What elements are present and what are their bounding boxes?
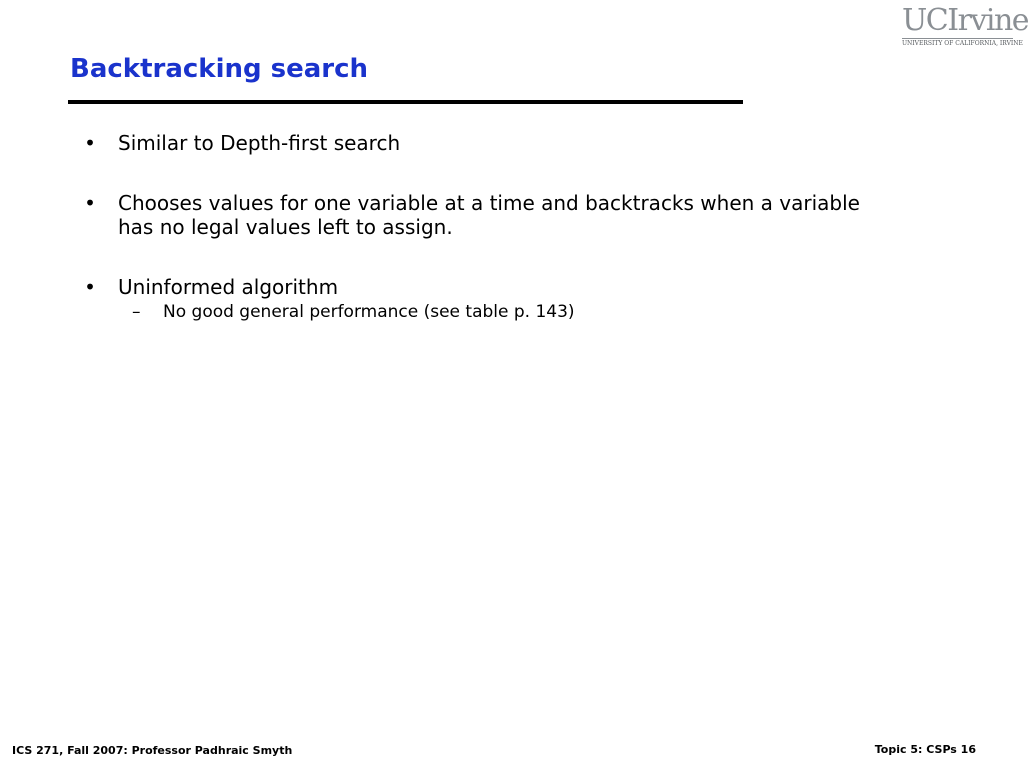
bullet-item <box>80 131 900 155</box>
bullet-marker: • <box>84 275 96 299</box>
logo-subtitle: UNIVERSITY OF CALIFORNIA, IRVINE <box>902 40 1023 47</box>
subbullet-marker: – <box>132 302 141 322</box>
subbullet-text: No good general performance (see table p. 143) <box>163 302 575 322</box>
bullet-text: Uninformed algorithm <box>118 275 339 299</box>
bullet-text: Similar to Depth-first search <box>118 131 401 155</box>
slide-content <box>80 131 900 323</box>
uci-logo <box>902 3 1028 48</box>
subbullet-item <box>80 301 900 323</box>
footer-course-info: ICS 271, Fall 2007: Professor Padhraic Smyth <box>12 744 293 757</box>
bullet-item <box>80 275 900 299</box>
footer-slide-number: Topic 5: CSPs 16 <box>874 743 976 756</box>
bullet-marker: • <box>84 191 96 215</box>
slide-title: Backtracking search <box>70 54 369 84</box>
logo-wordmark: UCIrvine <box>902 3 1028 38</box>
bullet-item <box>80 191 900 239</box>
title-underline <box>68 100 743 104</box>
bullet-marker: • <box>84 131 96 155</box>
bullet-text: Chooses values for one variable at a time and backtracks when a variable has no legal values left to assign. <box>118 191 860 239</box>
